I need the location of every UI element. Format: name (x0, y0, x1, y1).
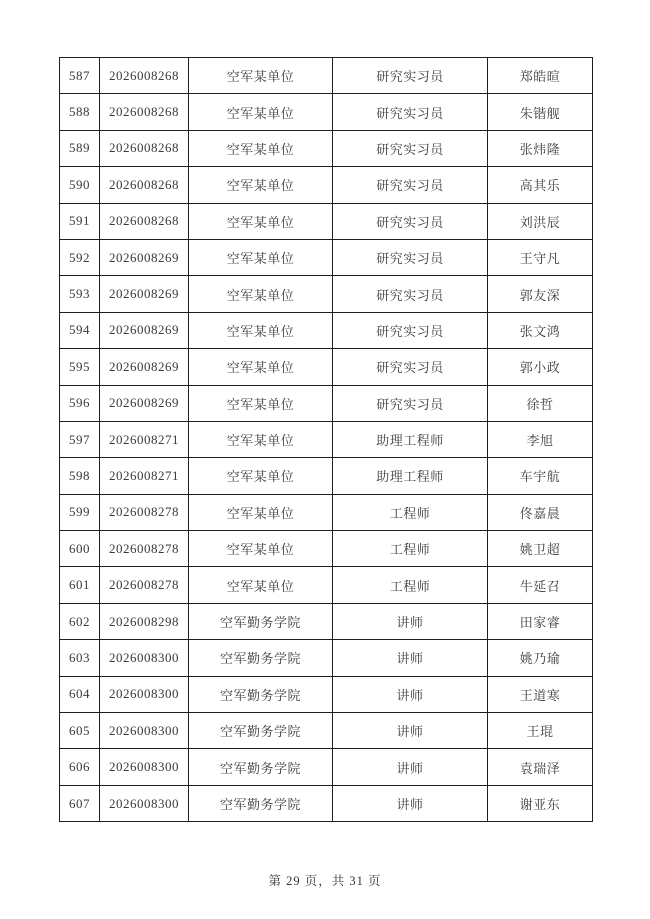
cell-index: 595 (60, 349, 100, 385)
table-row (60, 676, 593, 712)
cell-id: 2026008269 (100, 239, 189, 275)
cell-unit: 空军某单位 (189, 239, 333, 275)
cell-id: 2026008278 (100, 494, 189, 530)
cell-name: 佟嘉晨 (488, 494, 593, 530)
cell-id: 2026008278 (100, 531, 189, 567)
cell-position: 研究实习员 (333, 203, 488, 239)
cell-index: 592 (60, 239, 100, 275)
cell-unit: 空军某单位 (189, 167, 333, 203)
cell-name: 刘洪辰 (488, 203, 593, 239)
cell-id: 2026008300 (100, 785, 189, 821)
cell-name: 王琨 (488, 713, 593, 749)
cell-position: 助理工程师 (333, 421, 488, 457)
cell-position: 工程师 (333, 531, 488, 567)
cell-id: 2026008269 (100, 276, 189, 312)
table-row (60, 531, 593, 567)
cell-id: 2026008300 (100, 713, 189, 749)
cell-unit: 空军某单位 (189, 58, 333, 94)
table-row (60, 785, 593, 821)
cell-unit: 空军勤务学院 (189, 640, 333, 676)
cell-name: 姚乃瑜 (488, 640, 593, 676)
cell-position: 研究实习员 (333, 385, 488, 421)
table-row (60, 203, 593, 239)
cell-name: 袁瑞泽 (488, 749, 593, 785)
table-row (60, 567, 593, 603)
cell-unit: 空军某单位 (189, 203, 333, 239)
cell-id: 2026008269 (100, 312, 189, 348)
cell-unit: 空军某单位 (189, 312, 333, 348)
table-row (60, 276, 593, 312)
cell-position: 讲师 (333, 676, 488, 712)
cell-unit: 空军某单位 (189, 276, 333, 312)
cell-id: 2026008278 (100, 567, 189, 603)
cell-name: 张炜隆 (488, 130, 593, 166)
cell-unit: 空军勤务学院 (189, 785, 333, 821)
cell-unit: 空军某单位 (189, 567, 333, 603)
cell-unit: 空军勤务学院 (189, 603, 333, 639)
cell-unit: 空军某单位 (189, 494, 333, 530)
table-row (60, 458, 593, 494)
cell-index: 591 (60, 203, 100, 239)
table-row (60, 349, 593, 385)
table-row (60, 603, 593, 639)
table-row (60, 749, 593, 785)
cell-id: 2026008268 (100, 58, 189, 94)
cell-position: 研究实习员 (333, 276, 488, 312)
cell-name: 王守凡 (488, 239, 593, 275)
cell-id: 2026008271 (100, 421, 189, 457)
table-row (60, 494, 593, 530)
table-row (60, 421, 593, 457)
cell-id: 2026008271 (100, 458, 189, 494)
cell-unit: 空军某单位 (189, 130, 333, 166)
cell-position: 研究实习员 (333, 167, 488, 203)
cell-id: 2026008268 (100, 130, 189, 166)
table-row (60, 94, 593, 130)
table-body (60, 58, 593, 822)
cell-unit: 空军某单位 (189, 349, 333, 385)
cell-name: 徐哲 (488, 385, 593, 421)
cell-unit: 空军某单位 (189, 94, 333, 130)
cell-unit: 空军勤务学院 (189, 676, 333, 712)
cell-unit: 空军某单位 (189, 531, 333, 567)
cell-index: 597 (60, 421, 100, 457)
cell-name: 王道寒 (488, 676, 593, 712)
cell-position: 讲师 (333, 603, 488, 639)
cell-unit: 空军勤务学院 (189, 749, 333, 785)
cell-id: 2026008268 (100, 94, 189, 130)
cell-unit: 空军某单位 (189, 458, 333, 494)
cell-position: 讲师 (333, 713, 488, 749)
cell-id: 2026008300 (100, 640, 189, 676)
cell-index: 601 (60, 567, 100, 603)
table-row (60, 130, 593, 166)
cell-id: 2026008300 (100, 676, 189, 712)
table-row (60, 640, 593, 676)
cell-index: 604 (60, 676, 100, 712)
cell-position: 研究实习员 (333, 130, 488, 166)
cell-position: 讲师 (333, 640, 488, 676)
cell-name: 朱锴舰 (488, 94, 593, 130)
table-row (60, 167, 593, 203)
page-number-footer: 第 29 页，共 31 页 (268, 874, 382, 888)
cell-name: 牛延召 (488, 567, 593, 603)
cell-index: 602 (60, 603, 100, 639)
cell-position: 研究实习员 (333, 94, 488, 130)
cell-name: 张文鸿 (488, 312, 593, 348)
table-row (60, 239, 593, 275)
cell-name: 车宇航 (488, 458, 593, 494)
cell-unit: 空军勤务学院 (189, 713, 333, 749)
cell-index: 590 (60, 167, 100, 203)
cell-index: 599 (60, 494, 100, 530)
cell-index: 603 (60, 640, 100, 676)
cell-name: 高其乐 (488, 167, 593, 203)
cell-position: 研究实习员 (333, 239, 488, 275)
cell-name: 郭友深 (488, 276, 593, 312)
cell-index: 596 (60, 385, 100, 421)
cell-unit: 空军某单位 (189, 421, 333, 457)
cell-id: 2026008269 (100, 385, 189, 421)
cell-position: 研究实习员 (333, 58, 488, 94)
cell-name: 李旭 (488, 421, 593, 457)
cell-index: 605 (60, 713, 100, 749)
cell-index: 594 (60, 312, 100, 348)
table-row (60, 312, 593, 348)
cell-position: 工程师 (333, 567, 488, 603)
cell-index: 587 (60, 58, 100, 94)
cell-index: 588 (60, 94, 100, 130)
cell-id: 2026008269 (100, 349, 189, 385)
cell-index: 607 (60, 785, 100, 821)
table-row (60, 58, 593, 94)
cell-id: 2026008298 (100, 603, 189, 639)
cell-name: 田家睿 (488, 603, 593, 639)
cell-position: 研究实习员 (333, 349, 488, 385)
cell-position: 讲师 (333, 785, 488, 821)
cell-position: 研究实习员 (333, 312, 488, 348)
cell-index: 606 (60, 749, 100, 785)
cell-name: 郑皓暄 (488, 58, 593, 94)
cell-name: 谢亚东 (488, 785, 593, 821)
cell-position: 讲师 (333, 749, 488, 785)
cell-index: 589 (60, 130, 100, 166)
cell-unit: 空军某单位 (189, 385, 333, 421)
cell-name: 郭小政 (488, 349, 593, 385)
cell-id: 2026008268 (100, 203, 189, 239)
table-row (60, 385, 593, 421)
roster-table (59, 57, 593, 822)
cell-index: 600 (60, 531, 100, 567)
cell-position: 助理工程师 (333, 458, 488, 494)
cell-index: 598 (60, 458, 100, 494)
cell-name: 姚卫超 (488, 531, 593, 567)
cell-id: 2026008300 (100, 749, 189, 785)
cell-index: 593 (60, 276, 100, 312)
cell-position: 工程师 (333, 494, 488, 530)
cell-id: 2026008268 (100, 167, 189, 203)
table-row (60, 713, 593, 749)
